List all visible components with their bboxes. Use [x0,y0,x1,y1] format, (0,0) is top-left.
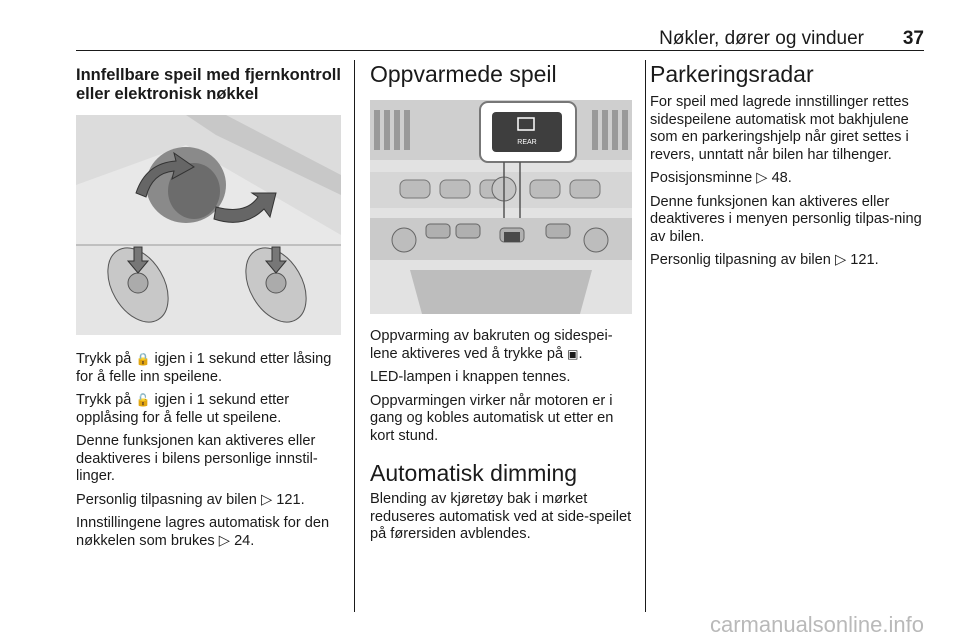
paragraph-position-memory: Posisjonsminne ▷ 48. [650,170,792,186]
paragraph-fold-in: Trykk på 🔒 igjen i 1 sekund etter låsing for å felle inn speilene. [76,351,332,385]
column-2 [370,60,632,550]
section-heading-heated-mirrors: Oppvarmede speil [370,61,557,87]
lock-icon: 🔒 [135,352,151,366]
folding-mirror-illustration [76,115,341,335]
column-divider-1 [354,60,355,612]
paragraph-activation: Denne funksjonen kan aktiveres eller deaktiveres i bilens personlige innstil-linger. [76,433,318,484]
reference-arrow-icon: ▷ [834,252,847,268]
column-1 [76,60,341,556]
reference-arrow-icon: ▷ [756,170,768,186]
page-header [76,24,924,50]
rear-heater-icon: ▣ [567,346,579,361]
paragraph-personalization-ref: Personlig tilpasning av bilen ▷ 121. [650,252,879,268]
paragraph-heating-activation: Oppvarming av bakruten og sidespei-lene aktiveres ved å trykke på ▣. [370,328,613,362]
header-rule [76,50,924,51]
reference-arrow-icon: ▷ [260,491,273,508]
paragraph-auto-dimming: Blending av kjøretøy bak i mørket reduseres automatisk ved at side-speilet på førersiden avblendes. [370,491,632,542]
paragraph-led: LED-lampen i knappen tennes. [370,369,571,385]
section-heading-auto-dimming: Automatisk dimming [370,460,578,486]
section-heading-parking-radar: Parkeringsradar [650,61,814,87]
running-title: Nøkler, dører og vinduer [659,28,864,49]
watermark: carmanualsonline.info [709,612,924,637]
paragraph-fold-out: Trykk på 🔓 igjen i 1 sekund etter opplåsing for å felle ut speilene. [76,392,290,426]
page-number: 37 [902,28,924,49]
column-3 [650,60,926,276]
unlock-icon: 🔓 [135,393,151,407]
section-heading-folding-mirrors: Innfellbare speil med fjernkontroll eller elektronisk nøkkel [76,66,341,103]
page-reference[interactable]: 121 [850,252,875,268]
paragraph-personalization-ref: Personlig tilpasning av bilen ▷ 121. [76,491,305,508]
page-reference[interactable]: 24 [234,532,251,549]
paragraph-heating-auto-off: Oppvarmingen virker når motoren er i gang og kobles automatisk ut etter en kort stund. [370,392,614,444]
page-reference[interactable]: 121 [276,491,301,508]
heated-mirror-button-illustration [370,100,632,314]
paragraph-parking-aid: For speil med lagrede innstillinger rettes sidespeilene automatisk mot bakhjulene som en parkeringshjelp når giret settes i revers, unntatt når bilen har tilhenger. [650,94,909,163]
column-divider-2 [645,60,646,612]
paragraph-menu-setting: Denne funksjonen kan aktiveres eller deaktiveres i menyen personlig tilpas-ning av bilen. [650,193,922,245]
page-reference[interactable]: 48 [771,170,788,186]
paragraph-settings-saved: Innstillingene lagres automatisk for den nøkkelen som brukes ▷ 24. [76,515,330,549]
rear-button-label: REAR [517,139,537,146]
reference-arrow-icon: ▷ [218,532,230,549]
